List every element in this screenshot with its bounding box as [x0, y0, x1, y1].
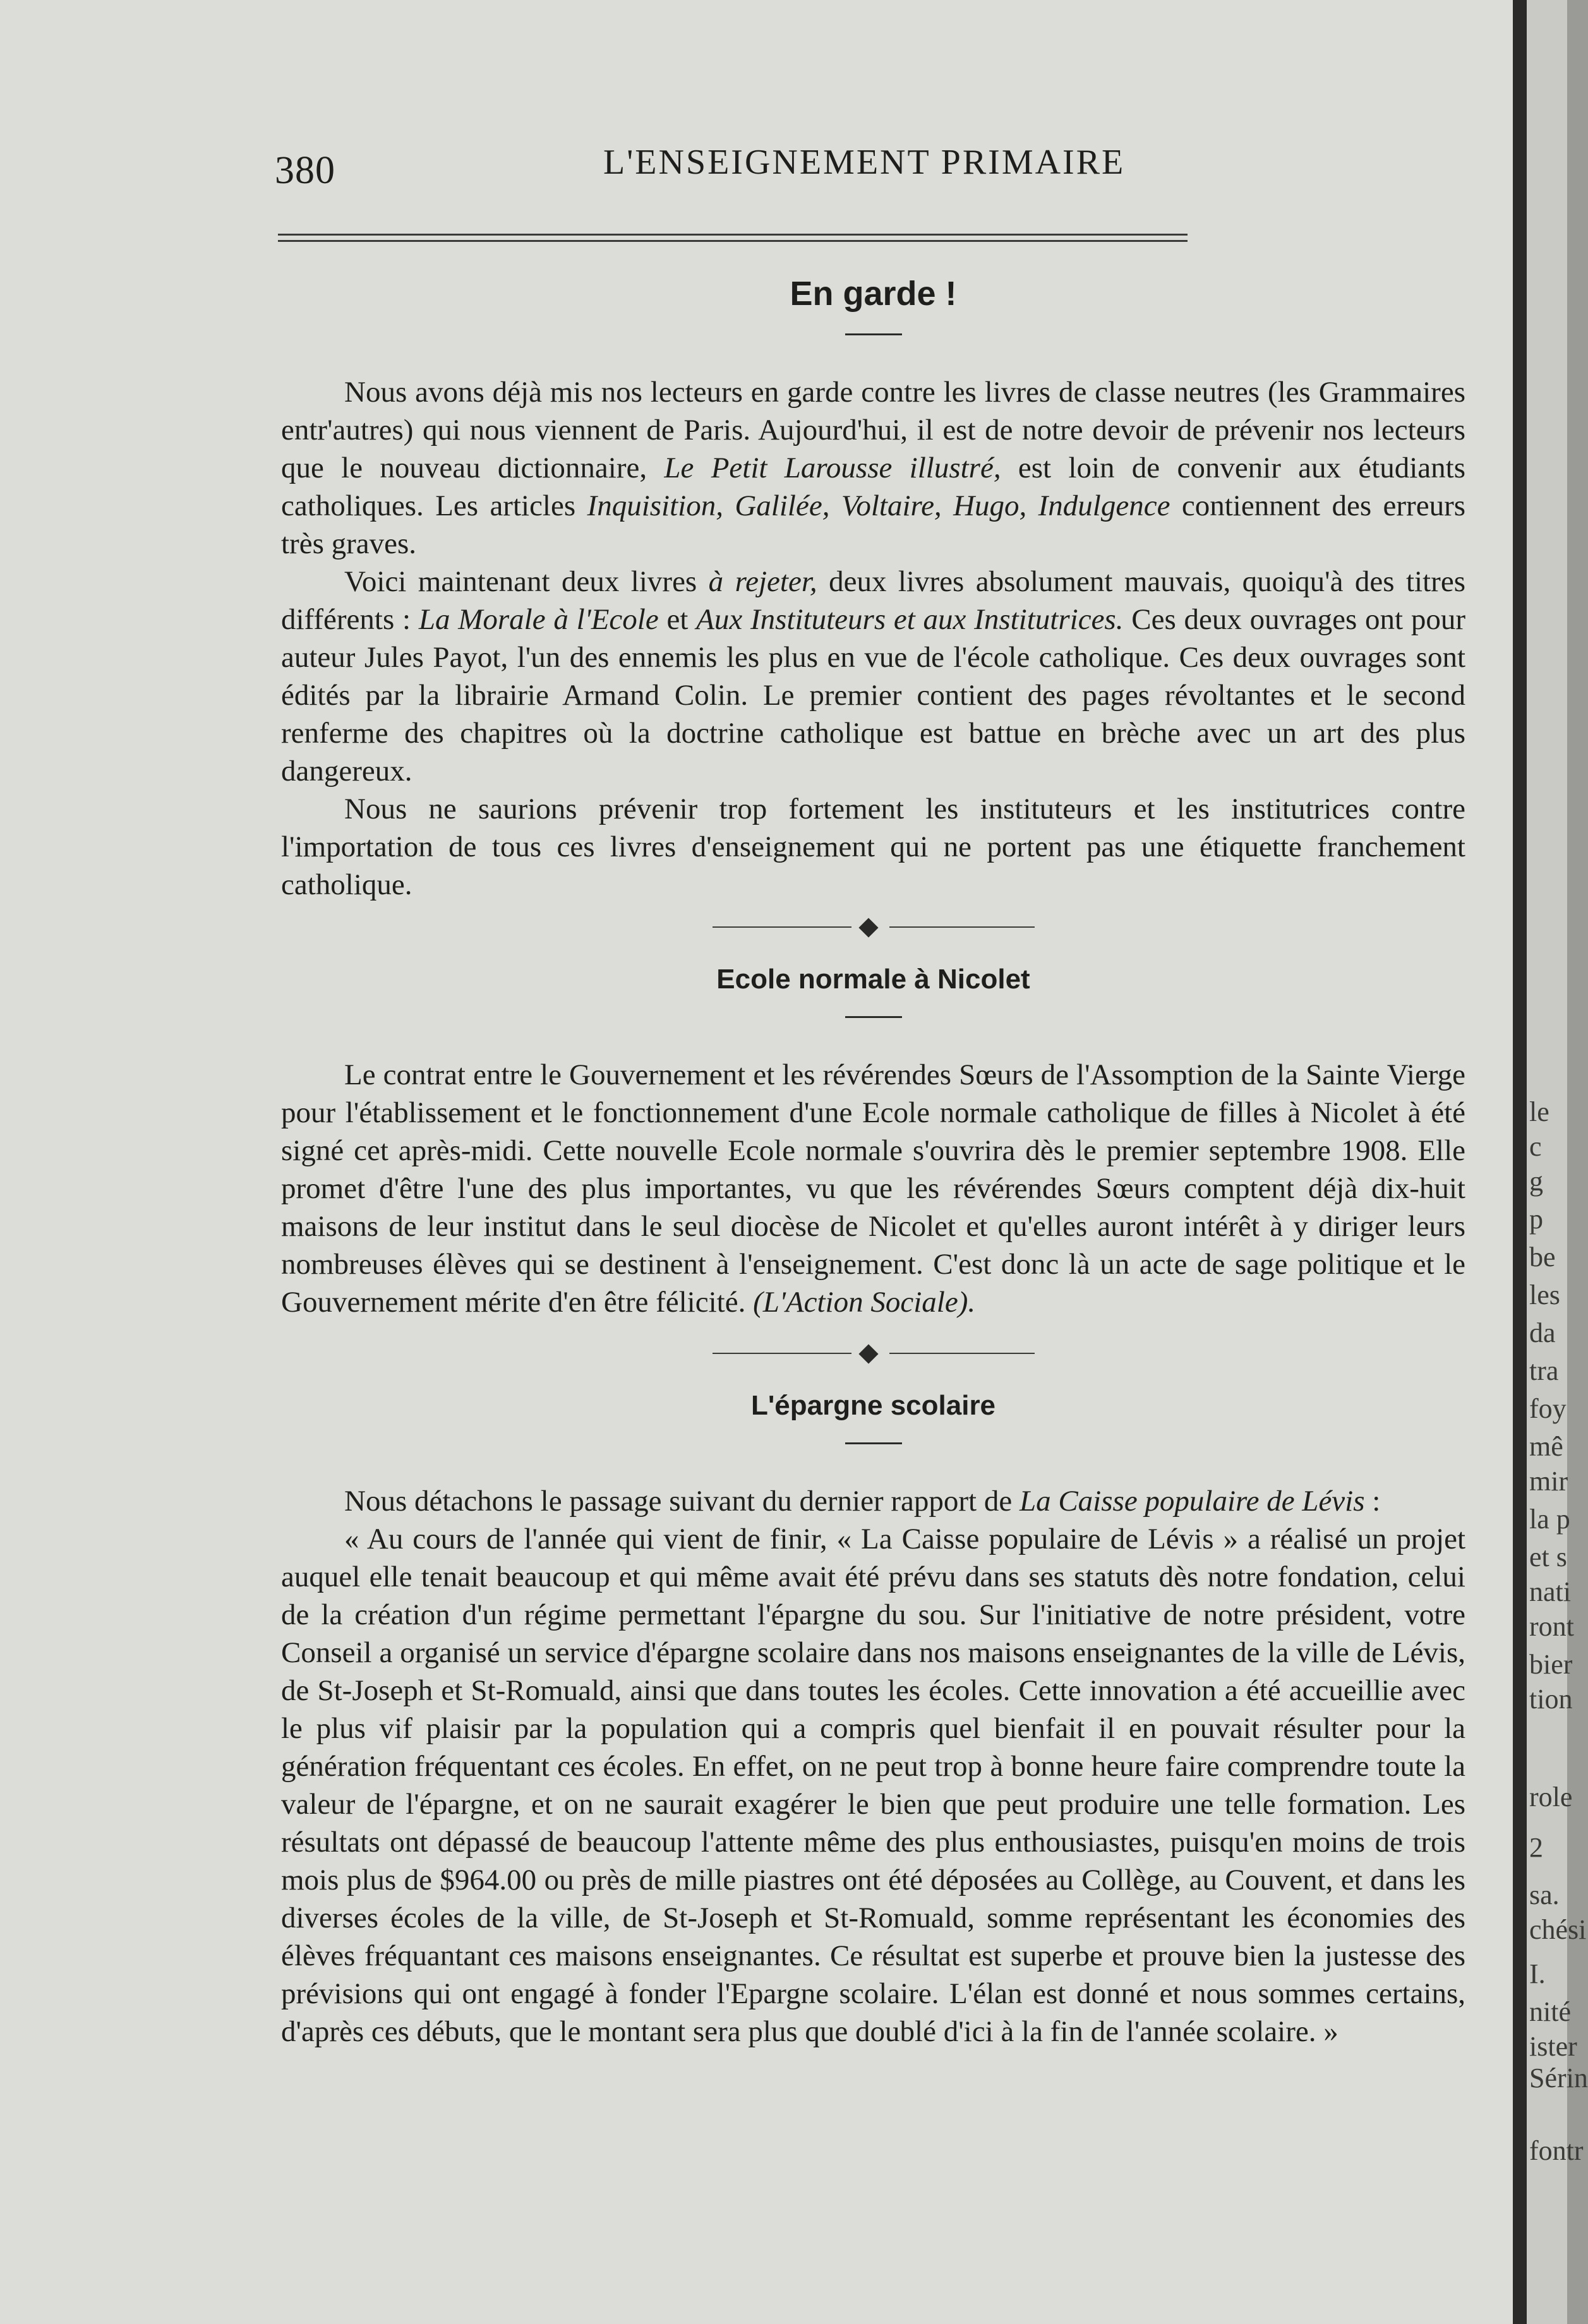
- text-run: :: [1364, 1485, 1381, 1518]
- fragment: da: [1529, 1317, 1556, 1348]
- ornament-diamond: [858, 1344, 878, 1363]
- fragment: tion: [1529, 1684, 1573, 1715]
- fragment: nité: [1529, 1996, 1571, 2027]
- italic-text: (L'Action Sociale).: [753, 1286, 976, 1319]
- fragment: mê: [1529, 1431, 1563, 1462]
- header-rule-bottom: [278, 240, 1188, 242]
- text-run: Ces deux ouvrages ont pour auteur Jules Payot, l'un des ennemis les plus en vue de l'école catholique. Ces deux ouvrages sont édités par la librairie Armand Colin. Le premier contient des pages révoltantes et le second renferme des chapitres où la doctrine catholique est battue en brèche avec un art des plus dangereux.: [281, 603, 1466, 788]
- text-run: Nous avons déjà mis nos lecteurs en garde contre les livres de classe neutres (les Grammaires entr'autres) qui nous viennent de Paris. Aujourd'hui, il est de notre devoir de prévenir nos lecteurs que le nouveau dictionnaire,: [281, 376, 1465, 484]
- title-underline: [845, 1016, 902, 1018]
- paragraph: [281, 1056, 1465, 1321]
- fragment: ister: [1529, 2031, 1577, 2062]
- paragraph: [281, 563, 1465, 790]
- fragment: foy: [1529, 1393, 1567, 1424]
- fragment: role: [1529, 1782, 1573, 1812]
- fragment: les: [1529, 1279, 1560, 1310]
- section-ornament: [713, 918, 1035, 937]
- running-title: L'ENSEIGNEMENT PRIMAIRE: [603, 143, 1126, 182]
- ornament-line: [889, 926, 1035, 928]
- fragment: le: [1529, 1096, 1549, 1127]
- fragment: ront: [1529, 1611, 1574, 1642]
- text-run: et: [658, 603, 697, 636]
- italic-text: Aux Instituteurs et aux Institutrices.: [696, 603, 1124, 636]
- paragraph-quotation: « Au cours de l'année qui vient de finir, « La Caisse populaire de Lévis » a réalisé un projet auquel elle tenait beaucoup et qui même avait été prévu dans ses statuts dès notre fondation, celui de la création d'un régime permettant l'épargne du sou. Sur l'initiative de notre président, votre Conseil a organisé un service d'épargne scolaire dans nos maisons enseignantes de la ville de Lévis, de St-Joseph et St-Romuald, ainsi que dans toutes les écoles. Cette innovation a été accueillie avec le plus vif plaisir par la population qui a compris quel bienfait il en pouvait résulter pour la génération fréquentant ces écoles. En effet, on ne peut trop à bonne heure faire comprendre toute la valeur de l'épargne, et on ne saurait exagérer le bien que peut produire une telle formation. Les résultats ont dépassé de beaucoup l'attente même des plus enthousiastes, puisqu'en moins de trois mois plus de $964.00 ou près de mille piastres ont été déposées au Collège, au Couvent, et dans les diverses écoles de la ville, de St-Joseph et St-Romuald, somme représentant les économies des élèves fréquantant ces maisons enseignantes. Ce résultat est superbe et prouve bien la justesse des prévisions qui ont engagé à fonder l'Epargne scolaire. L'élan est donné et nous sommes certains, d'après ces débuts, que le montant sera plus que doublé d'ici à la fin de l'année scolaire. »: [281, 1523, 1465, 2048]
- paragraph: Nous ne saurions prévenir trop fortement les instituteurs et les institutrices contre l'importation de tous ces livres d'enseignement qui ne portent pas une étiquette franchement catholique.: [281, 793, 1465, 901]
- header-rule-top: [278, 234, 1188, 236]
- ornament-line: [713, 1353, 851, 1354]
- fragment: sa.: [1529, 1879, 1560, 1910]
- paragraph: [281, 373, 1465, 563]
- page-header: [275, 142, 1191, 199]
- italic-text: La Caisse populaire de Lévis: [1019, 1485, 1365, 1518]
- fragment: la p: [1529, 1504, 1570, 1535]
- title-underline: [845, 1442, 902, 1444]
- italic-text: La Morale à l'Ecole: [418, 603, 659, 636]
- section-title-epargne-scolaire: L'épargne scolaire: [750, 1390, 996, 1421]
- fragment: tra: [1529, 1355, 1559, 1386]
- text-run: deux livres absolument mauvais, quoiqu'à des titres différents :: [281, 565, 1465, 636]
- text-run: Nous détachons le passage suivant du dernier rapport de: [344, 1485, 1020, 1518]
- fragment: bier: [1529, 1649, 1573, 1680]
- paragraph: [281, 1482, 1465, 1520]
- page-content: [281, 272, 1465, 2051]
- fragment: p: [1529, 1204, 1543, 1235]
- page-number: 380: [275, 149, 335, 192]
- fragment: chési: [1529, 1914, 1587, 1945]
- italic-text: Inquisition, Galilée, Voltaire, Hugo, Indulgence: [587, 489, 1170, 522]
- book-gutter: [1513, 0, 1527, 2324]
- fragment: et s: [1529, 1542, 1567, 1572]
- ornament-line: [889, 1353, 1035, 1354]
- fragment: nati: [1529, 1576, 1571, 1607]
- fragment: Sérin: [1529, 2063, 1588, 2093]
- section-title-en-garde: En garde !: [790, 275, 957, 313]
- fragment: be: [1529, 1242, 1556, 1273]
- fragment: mir: [1529, 1466, 1568, 1497]
- fragment: fontr: [1529, 2135, 1584, 2166]
- italic-text: à rejeter,: [708, 565, 817, 598]
- section-ornament: [713, 1344, 1035, 1363]
- italic-text: Le Petit Larousse illustré,: [664, 452, 1001, 484]
- ornament-diamond: [858, 918, 878, 937]
- section-title-ecole-normale: Ecole normale à Nicolet: [716, 964, 1030, 995]
- fragment: 2: [1529, 1832, 1543, 1863]
- text-run: Voici maintenant deux livres: [344, 565, 709, 598]
- adjacent-page-edge: [1527, 0, 1588, 2324]
- fragment: I.: [1529, 1958, 1546, 1989]
- text-run: est loin de convenir aux étudiants catholiques. Les articles: [281, 452, 1466, 522]
- title-underline: [845, 333, 902, 335]
- fragment: g: [1529, 1166, 1543, 1197]
- ornament-line: [713, 926, 851, 928]
- fragment: c: [1529, 1131, 1542, 1162]
- text-run: contiennent des erreurs très graves.: [281, 489, 1466, 560]
- text-run: Le contrat entre le Gouvernement et les révérendes Sœurs de l'Assomption de la Sainte Vierge pour l'établissement et le fonctionnement d'une Ecole normale catholique de filles à Nicolet à été signé cet après-midi. Cette nouvelle Ecole normale s'ouvrira dès le premier septembre 1908. Elle promet d'être l'une des plus importantes, vu que les révérendes Sœurs comptent déjà dix-huit maisons de leur institut dans le seul diocèse de Nicolet et qu'elles auront intérêt à y diriger leurs nombreuses élèves qui se destinent à l'enseignement. C'est donc là un acte de sage politique et le Gouvernement mérite d'en être félicité.: [281, 1058, 1465, 1319]
